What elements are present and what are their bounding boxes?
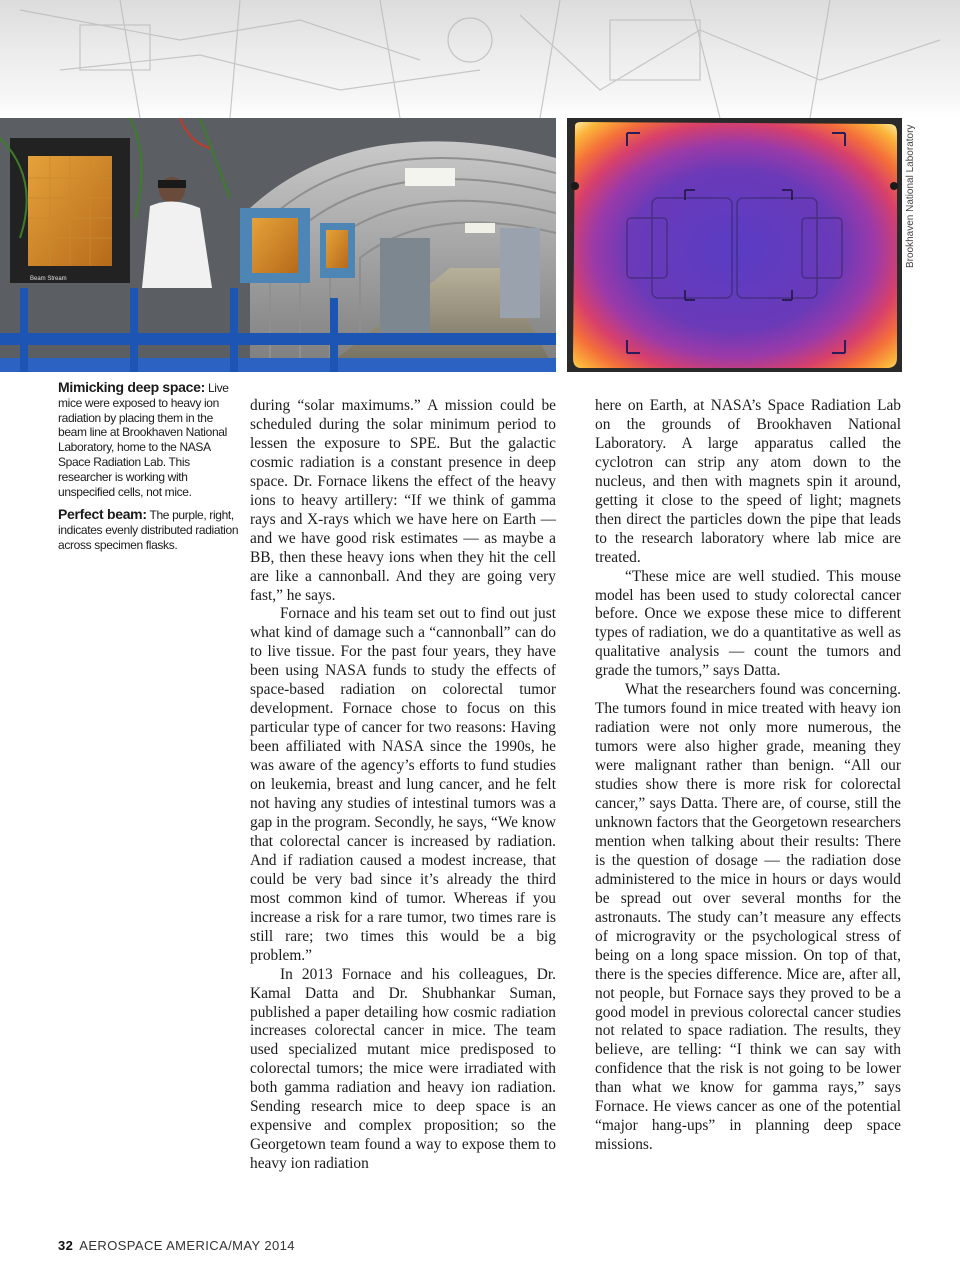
- column1-paragraph-2: Fornace and his team set out to find out just what kind of damage such a “cannonball” can do to live tissue. For the past four years, they have been using NASA funds to study the effects of space-based radiation on colorectal tumor development. Fornace chose to focus on this particular type of cancer for two reasons: Having been affiliated with NASA since the 1990s, he was aware of the agency’s efforts to fund studies on leukemia, breast and lung cancer, and he felt not having any studies of intestinal tumors was a gap in the program. Secondly, he says, “We know that colorectal cancer is increased by radiation. And if radiation caused a modest increase, that could be very bad since it’s already the third most common kind of tumor. Whereas if you increase a risk for a rare tumor, two times rare is still rare; two times this would be a big problem.”: [250, 605, 556, 964]
- caption-paragraph-2: [58, 507, 243, 552]
- page-footer: [58, 1238, 295, 1253]
- beamline-illustration: [0, 118, 556, 372]
- article-column-2: [595, 397, 901, 1155]
- article-column-1: [250, 397, 556, 1174]
- caption-title-1: Mimicking deep space:: [58, 379, 205, 395]
- beam-profile-image: [567, 118, 902, 372]
- column2-paragraph-1: here on Earth, at NASA’s Space Radiation Lab on the grounds of Brookhaven National Laboratory. A large apparatus called the cyclotron can strip any atom down to the nucleus, and then with magnets spin it around, getting it close to the speed of light; magnets then direct the particles down the pipe that leads to the research laboratory where lab mice are treated.: [595, 397, 901, 566]
- caption-paragraph-1: [58, 380, 243, 499]
- column1-paragraph-3: In 2013 Fornace and his colleagues, Dr. Kamal Datta and Dr. Shubhankar Suman, published a paper detailing how cosmic radiation increases colorectal cancer in mice. The team used specialized mutant mice predisposed to colorectal tumors; the mice were irradiated with both gamma radiation and heavy ion radiation. Sending research mice to deep space is an expensive and complex proposition; so the Georgetown team found a way to expose them to heavy ion radiation: [250, 965, 556, 1173]
- header-sketch: [0, 0, 960, 118]
- header-band: [0, 0, 960, 118]
- column1-paragraph-1: during “solar maximums.” A mission could be scheduled during the solar minimum period to lessen the exposure to SPE. But the galactic cosmic radiation is a constant presence in deep space. Dr. Fornace likens the effect of the heavy ions to heavy artillery: “If we think of gamma rays and X-rays which we have here on Earth — and we have good risk estimates — as maybe a BB, then these heavy ions when they hit the cell are like a cannonball. And they are going very fast,” he says.: [250, 397, 556, 604]
- beam-heatmap: [567, 118, 902, 372]
- page-number: 32: [58, 1238, 74, 1253]
- caption-title-2: Perfect beam:: [58, 506, 147, 523]
- column2-paragraph-2: “These mice are well studied. This mouse model has been used to study colorectal cancer before. Once we expose these mice to different types of radiation, we do a quantitative as well as qualitative analysis — count the tumors and grade the tumors,” says Datta.: [595, 567, 901, 680]
- caption-text-1: Live mice were exposed to heavy ion radiation by placing them in the beam line at Brookhaven National Laboratory, home to the NASA Space Radiation Lab. This researcher is working with unspecified cells, not mice.: [58, 381, 229, 499]
- publication-issue: AEROSPACE AMERICA/MAY 2014: [79, 1238, 295, 1253]
- column2-paragraph-3: What the researchers found was concerning. The tumors found in mice treated with heavy ion radiation were not only more numerous, the tumors were also higher grade, meaning they were malignant rather than benign. “All our studies show there is more risk for colorectal cancer,” says Datta. There are, of course, still the unknown factors that the Georgetown researchers mention when talking about their results: There is the question of dosage — the radiation dose administered to the mice in hours or days would be spread out over several months for the astronauts. The study can’t measure any effects of microgravity or the psychological stress of being on a long space mission. On top of that, there is the species difference. Mice are, after all, not people, but Fornace says they proved to be a good model in previous colorectal cancer studies not related to space radiation. The results, they believe, are telling: “I think we can say with confidence that the risk is not going to be lower than what we know for gamma rays,” says Fornace. He views cancer as one of the potential “major hang-ups” in planning deep space missions.: [595, 681, 901, 1154]
- photo-caption: [58, 380, 243, 561]
- beamline-photo: [0, 118, 556, 372]
- beamline-sign: Beam Stream: [30, 276, 67, 282]
- caption-text-2: The purple, right, indicates evenly distributed radiation across specimen flasks.: [58, 508, 239, 552]
- photo-credit: Brookhaven National Laboratory: [905, 124, 916, 268]
